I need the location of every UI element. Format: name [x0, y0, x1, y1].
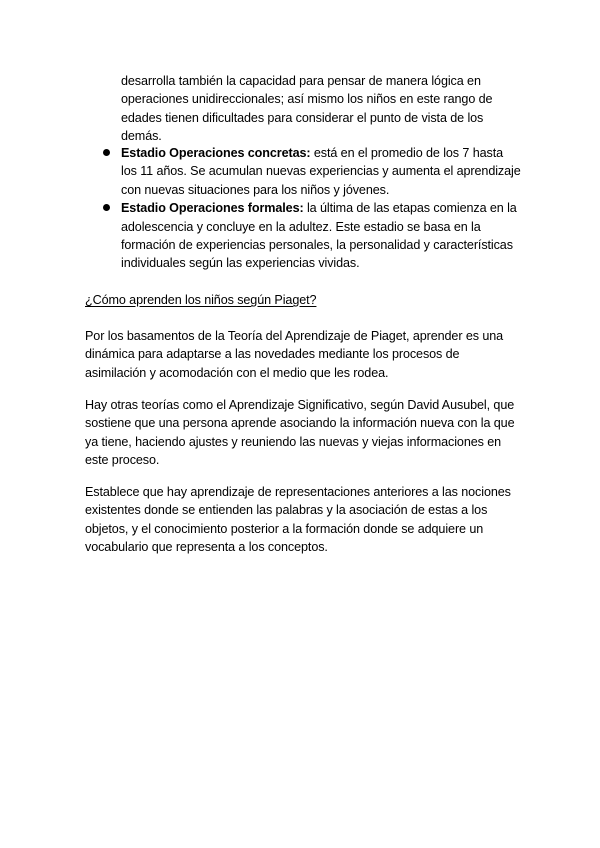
bullet-text: está en el promedio de los 7 hasta los 11 años. Se acumulan nuevas experiencias y aumenta el aprendizaje con nuevas situaciones para los niños y jóvenes. [121, 146, 521, 197]
stage-bullet-list [0, 144, 521, 273]
paragraph-representations: Establece que hay aprendizaje de representaciones anteriores a las nociones existentes donde se entienden las palabras y la asociación de estas a los objetos, y el conocimiento posterior a la formación donde se adquiere un vocabulario que representa a los conceptos. [85, 485, 511, 555]
bullet-text: la última de las etapas comienza en la adolescencia y concluye en la adultez. Este estadio se basa en la formación de experiencias personales, la personalidad y características individuales según las experiencias vividas. [121, 201, 517, 271]
bullet-dot-icon [103, 204, 110, 211]
paragraph-ausubel-theory: Hay otras teorías como el Aprendizaje Significativo, según David Ausubel, que sostiene que una persona aprende asociando la información nueva con la que ya tiene, haciendo ajustes y reuniendo las nuevas y viejas informaciones en este proceso. [85, 398, 515, 468]
bullet-term: Estadio Operaciones concretas: [121, 146, 311, 160]
continuation-paragraph: desarrolla también la capacidad para pensar de manera lógica en operaciones unidireccionales; así mismo los niños en este rango de edades tienen dificultades para considerar el punto de vista de los demás. [121, 74, 493, 144]
bullet-item-formal-operations [0, 199, 521, 273]
bullet-term: Estadio Operaciones formales: [121, 201, 304, 216]
bullet-dot-icon [103, 149, 110, 156]
paragraph-piaget-learning: Por los basamentos de la Teoría del Aprendizaje de Piaget, aprender es una dinámica para adaptarse a las novedades mediante los procesos de asimilación y acomodación con el medio que les rodea. [85, 329, 504, 380]
bullet-item-concrete-operations [0, 144, 521, 199]
section-heading: ¿Cómo aprenden los niños según Piaget? [85, 293, 317, 307]
